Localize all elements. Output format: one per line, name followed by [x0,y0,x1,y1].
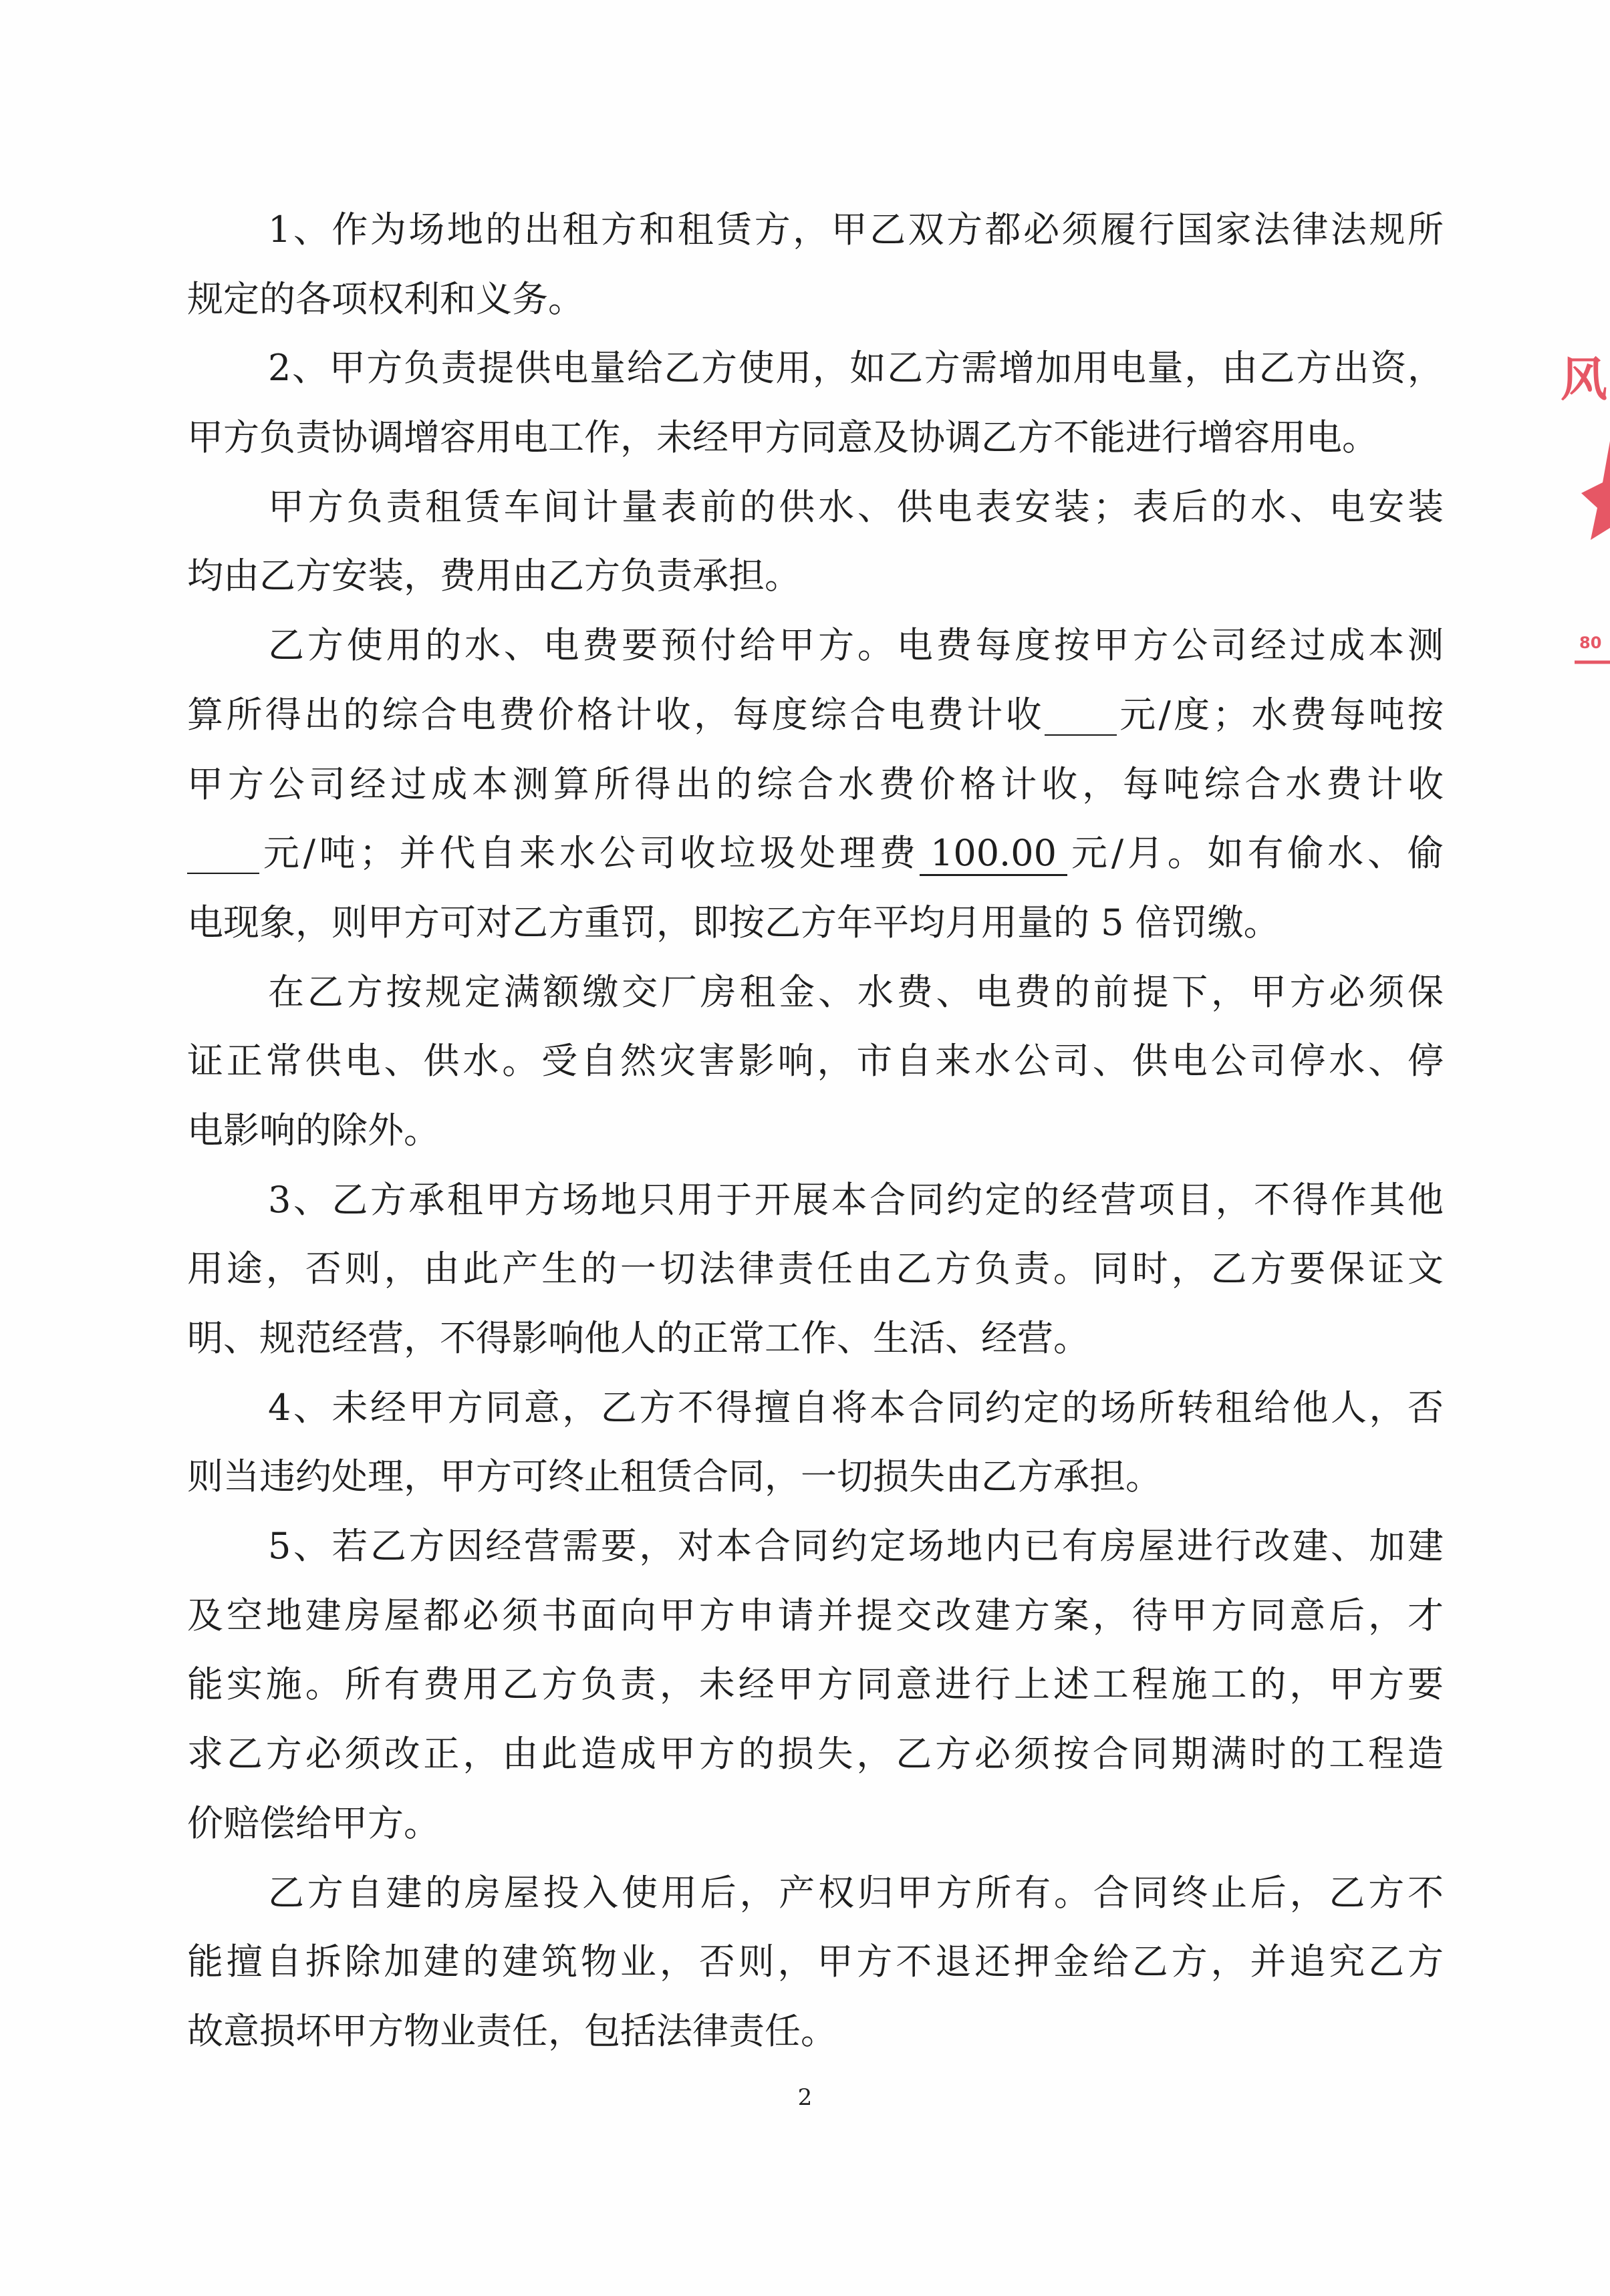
line-text: 算所得出的综合电费价格计收，每度综合电费计收____元/度；水费每吨按 [187,693,1444,736]
text-line [187,1719,1444,1789]
text-line [187,403,1444,472]
paragraph [187,1165,1444,1373]
line-text: 在乙方按规定满额缴交厂房租金、水费、电费的前提下，甲方必须保 [268,970,1444,1013]
line-text: 用途，否则，由此产生的一切法律责任由乙方负责。同时，乙方要保证文 [187,1248,1444,1290]
line-text: 乙方自建的房屋投入使用后，产权归甲方所有。合同终止后，乙方不 [268,1871,1444,1914]
red-seal-fragment [1557,321,1610,682]
line-text: 1、作为场地的出租方和租赁方，甲乙双方都必须履行国家法律法规所 [268,208,1444,251]
underlined-amount: 100.00 [920,832,1067,876]
text-line [187,750,1444,819]
line-text: 电影响的除外。 [187,1109,440,1151]
line-text: 均由乙方安装，费用由乙方负责承担。 [187,555,801,597]
line-text: 能实施。所有费用乙方负责，未经甲方同意进行上述工程施工的，甲方要 [187,1663,1444,1706]
text-line [187,1442,1444,1512]
text-line [187,958,1444,1027]
page-number: 2 [797,2084,813,2111]
paragraph [187,611,1444,957]
line-text: 甲方负责租赁车间计量表前的供水、供电表安装；表后的水、电安装 [268,485,1444,528]
paragraph [187,195,1444,333]
line-text: 5、若乙方因经营需要，对本合同约定场地内已有房屋进行改建、加建 [268,1525,1444,1568]
line-text: 甲方公司经过成本测算所得出的综合水费价格计收，每吨综合水费计收 [187,762,1444,805]
text-line [187,1165,1444,1235]
line-text: 及空地建房屋都必须书面向甲方申请并提交改建方案，待甲方同意后，才 [187,1594,1444,1636]
text-line [187,680,1444,750]
text-line [187,819,1444,888]
paragraph [187,1512,1444,1858]
text-line [187,1304,1444,1373]
line-text: 价赔偿给甲方。 [187,1802,440,1844]
line-text: 故意损坏甲方物业责任，包括法律责任。 [187,2009,837,2052]
text-line [187,1650,1444,1719]
line-text: 电现象，则甲方可对乙方重罚，即按乙方年平均月用量的 5 倍罚缴。 [187,901,1280,944]
line-text: 4、未经甲方同意，乙方不得擅自将本合同约定的场所转租给他人，否 [268,1386,1444,1429]
seal-text-fragment: 风 [1561,352,1607,407]
line-text: 求乙方必须改正，由此造成甲方的损失，乙方必须按合同期满时的工程造 [187,1733,1444,1775]
line-text: 元/月。如有偷水、偷 [1067,832,1444,875]
line-text: 明、规范经营，不得影响他人的正常工作、生活、经营。 [187,1317,1089,1359]
text-line [187,888,1444,958]
text-line [187,1997,1444,2066]
paragraph [187,1858,1444,2066]
contract-body-text [187,195,1444,2066]
paragraph [187,472,1444,611]
text-line [187,1581,1444,1651]
text-line [187,333,1444,403]
line-text: 规定的各项权利和义务。 [187,277,584,320]
paragraph [187,333,1444,472]
paragraph [187,958,1444,1165]
text-line [187,1234,1444,1304]
text-line [187,541,1444,611]
line-text: 能擅自拆除加建的建筑物业，否则，甲方不退还押金给乙方，并追究乙方 [187,1941,1444,1983]
text-line [187,1096,1444,1165]
line-text: 证正常供电、供水。受自然灾害影响，市自来水公司、供电公司停水、停 [187,1040,1444,1083]
text-line [187,195,1444,265]
seal-code-fragment: 80 [1579,633,1602,652]
text-line [187,1026,1444,1096]
text-line [187,1512,1444,1581]
line-text: ____元/吨；并代自来水公司收垃圾处理费 [187,832,920,875]
text-line [187,611,1444,680]
seal-star-fragment [1581,441,1610,540]
paragraph [187,1373,1444,1512]
text-line [187,1789,1444,1858]
line-text: 则当违约处理，甲方可终止租赁合同，一切损失由乙方承担。 [187,1455,1162,1498]
line-text: 乙方使用的水、电费要预付给甲方。电费每度按甲方公司经过成本测 [268,624,1444,667]
line-text: 2、甲方负责提供电量给乙方使用，如乙方需增加用电量，由乙方出资， [268,347,1444,390]
text-line [187,1373,1444,1443]
text-line [187,265,1444,334]
text-line [187,472,1444,542]
text-line [187,1858,1444,1928]
text-line [187,1927,1444,1997]
line-text: 3、乙方承租甲方场地只用于开展本合同约定的经营项目，不得作其他 [268,1178,1444,1221]
line-text: 甲方负责协调增容用电工作，未经甲方同意及协调乙方不能进行增容用电。 [187,416,1378,459]
